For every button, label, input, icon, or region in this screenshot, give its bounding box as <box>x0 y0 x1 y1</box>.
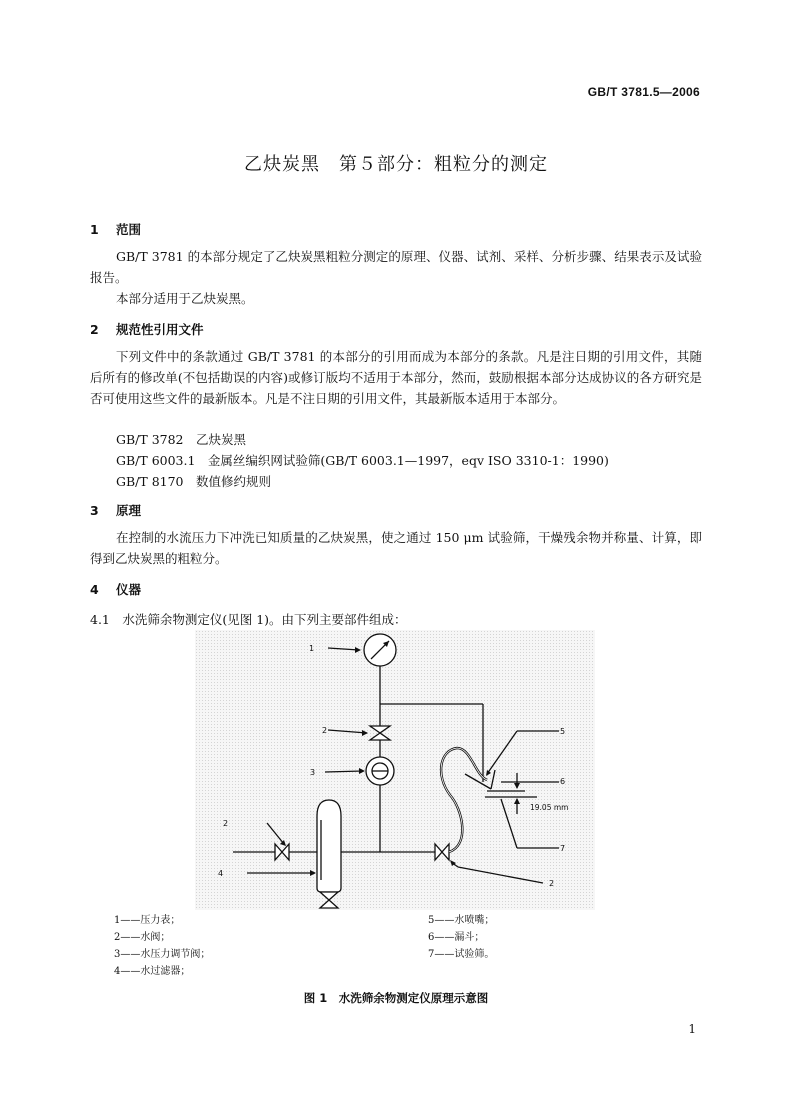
reference-item: GB/T 6003.1 金属丝编织网试验筛(GB/T 6003.1—1997，eqv ISO 3310-1：1990) <box>116 453 609 468</box>
callout-2: 2 <box>322 726 328 735</box>
section-3-body <box>90 527 702 569</box>
hose-valve-icon <box>435 844 442 860</box>
callout-1: 1 <box>309 644 315 653</box>
apparatus-diagram <box>195 630 595 910</box>
callout-7: 7 <box>560 844 566 853</box>
section-title: 仪器 <box>116 582 142 597</box>
paragraph: 本部分适用于乙炔炭黑。 <box>116 291 254 306</box>
section-number: 4 <box>90 582 99 597</box>
legend-item: 4——水过滤器； <box>114 966 191 977</box>
paragraph: GB/T 3781 的本部分规定了乙炔炭黑粗粒分测定的原理、仪器、试剂、采样、分析步骤、结果表示及试验报告。 <box>90 249 702 285</box>
section-2-heading <box>90 320 204 338</box>
section-2-body <box>90 346 702 409</box>
section-number: 2 <box>90 322 99 337</box>
figure-legend-left <box>114 912 210 980</box>
paragraph: 在控制的水流压力下冲洗已知质量的乙炔炭黑，使之通过 150 μm 试验筛，干燥残余物并称量、计算，即得到乙炔炭黑的粗粒分。 <box>90 530 702 566</box>
section-4-heading <box>90 580 141 598</box>
section-number: 3 <box>90 503 99 518</box>
reference-item: GB/T 8170 数值修约规则 <box>116 474 272 489</box>
section-number: 1 <box>90 222 99 237</box>
legend-item: 5——水喷嘴； <box>428 915 495 926</box>
inlet-valve-icon <box>275 844 282 860</box>
legend-item: 6——漏斗； <box>428 932 485 943</box>
document-title: 乙炔炭黑 第５部分：粗粒分的测定 <box>244 154 548 175</box>
callout-4: 4 <box>218 869 224 878</box>
callout-3: 3 <box>310 768 316 777</box>
legend-item: 2——水阀； <box>114 932 171 943</box>
callout-2: 2 <box>549 879 555 888</box>
section-3-heading <box>90 501 141 519</box>
section-1-heading <box>90 220 141 238</box>
paragraph: 下列文件中的条款通过 GB/T 3781 的本部分的引用而成为本部分的条款。凡是注日期的引用文件，其随后所有的修改单(不包括勘误的内容)或修订版均不适用于本部分，然而，鼓励根据本部分达成协议的各方研究是否可使用这些文件的最新版本。凡是不注日期的引用文件，其最新版本适用于本部分。 <box>90 349 702 406</box>
subsection-4-1: 4.1 水洗筛余物测定仪(见图 1)。由下列主要部件组成： <box>90 612 407 627</box>
section-1-body <box>90 246 702 309</box>
legend-item: 3——水压力调节阀； <box>114 949 211 960</box>
section-title: 范围 <box>116 222 142 237</box>
apparatus-schematic <box>195 630 595 910</box>
section-title: 原理 <box>116 503 142 518</box>
figure-legend-right <box>428 912 494 963</box>
page-number: 1 <box>688 1022 696 1036</box>
standard-number: GB/T 3781.5—2006 <box>587 85 700 99</box>
legend-item: 1——压力表； <box>114 915 181 926</box>
callout-5: 5 <box>560 727 566 736</box>
legend-item: 7——试验筛。 <box>428 949 495 960</box>
section-title: 规范性引用文件 <box>116 322 204 337</box>
dimension-label: 19.05 mm <box>530 803 569 812</box>
callout-6: 6 <box>560 777 566 786</box>
reference-item: GB/T 3782 乙炔炭黑 <box>116 432 247 447</box>
water-valve-icon <box>370 726 390 733</box>
figure-caption: 图 1 水洗筛余物测定仪原理示意图 <box>303 991 489 1005</box>
callout-2: 2 <box>223 819 229 828</box>
